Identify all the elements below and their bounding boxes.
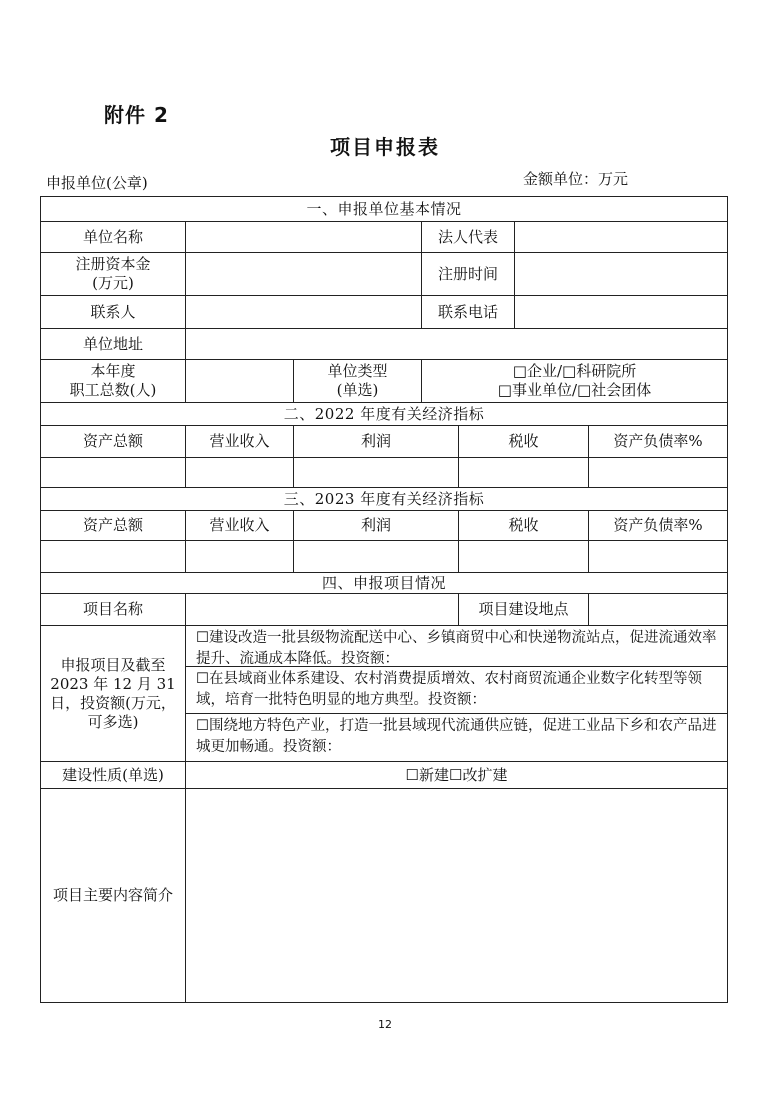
build-location-field[interactable] (588, 593, 728, 626)
unit-name-label: 单位名称 (40, 221, 186, 253)
applicant-seal-label: 申报单位(公章) (46, 174, 148, 192)
staff-count-label-line2: 职工总数(人) (69, 381, 157, 399)
unit-type-options-line1[interactable]: □企业/□科研院所 (512, 362, 637, 380)
total-assets-2023-field[interactable] (40, 540, 186, 573)
debt-ratio-2023-field[interactable] (588, 540, 728, 573)
revenue-2023-field[interactable] (185, 540, 294, 573)
contact-field[interactable] (185, 295, 422, 329)
unit-type-label-line1: 单位类型 (327, 362, 388, 380)
legal-rep-label: 法人代表 (421, 221, 515, 253)
reg-capital-label-line2: (万元) (92, 274, 134, 292)
phone-label: 联系电话 (421, 295, 515, 329)
total-assets-2022-field[interactable] (40, 457, 186, 488)
legal-rep-field[interactable] (514, 221, 728, 253)
col-profit-2022: 利润 (293, 425, 459, 458)
build-location-label: 项目建设地点 (458, 593, 589, 626)
unit-type-options (421, 359, 728, 403)
col-revenue-2023: 营业收入 (185, 510, 294, 541)
col-profit-2023: 利润 (293, 510, 459, 541)
investment-option-county-commerce[interactable]: ☐在县域商业体系建设、农村消费提质增效、农村商贸流通企业数字化转型等领域，培育一批特色明显的地方典型。投资额： (185, 666, 728, 714)
project-content-label: 项目主要内容简介 (40, 788, 186, 1003)
staff-count-label (40, 359, 186, 403)
construction-nature-options[interactable]: ☐新建☐改扩建 (185, 761, 728, 789)
reg-capital-field[interactable] (185, 252, 422, 296)
section3-heading: 三、2023 年度有关经济指标 (40, 487, 728, 511)
reg-time-label: 注册时间 (421, 252, 515, 296)
col-total-assets-2022: 资产总额 (40, 425, 186, 458)
staff-count-label-line1: 本年度 (90, 362, 136, 380)
col-revenue-2022: 营业收入 (185, 425, 294, 458)
page-title: 项目申报表 (330, 135, 440, 159)
tax-2023-field[interactable] (458, 540, 589, 573)
attachment-label: 附件 2 (104, 103, 169, 127)
project-content-field[interactable] (185, 788, 728, 1003)
amount-unit-label: 金额单位：万元 (523, 170, 629, 188)
unit-name-field[interactable] (185, 221, 422, 253)
debt-ratio-2022-field[interactable] (588, 457, 728, 488)
section4-heading: 四、申报项目情况 (40, 572, 728, 594)
profit-2022-field[interactable] (293, 457, 459, 488)
col-tax-2022: 税收 (458, 425, 589, 458)
reg-time-field[interactable] (514, 252, 728, 296)
project-name-label: 项目名称 (40, 593, 186, 626)
phone-field[interactable] (514, 295, 728, 329)
col-tax-2023: 税收 (458, 510, 589, 541)
reg-capital-label-line1: 注册资本金 (75, 255, 151, 273)
page-number: 12 (378, 1018, 392, 1031)
col-total-assets-2023: 资产总额 (40, 510, 186, 541)
address-field[interactable] (185, 328, 728, 360)
col-debt-ratio-2023: 资产负债率% (588, 510, 728, 541)
investment-option-logistics[interactable]: ☐建设改造一批县级物流配送中心、乡镇商贸中心和快递物流站点，促进流通效率提升、流通成本降低。投资额： (185, 625, 728, 667)
unit-type-options-line2[interactable]: □事业单位/□社会团体 (497, 381, 652, 399)
unit-type-label-line2: (单选) (336, 381, 379, 399)
address-label: 单位地址 (40, 328, 186, 360)
unit-type-label (293, 359, 422, 403)
profit-2023-field[interactable] (293, 540, 459, 573)
section2-heading: 二、2022 年度有关经济指标 (40, 402, 728, 426)
col-debt-ratio-2022: 资产负债率% (588, 425, 728, 458)
tax-2022-field[interactable] (458, 457, 589, 488)
revenue-2022-field[interactable] (185, 457, 294, 488)
project-name-field[interactable] (185, 593, 459, 626)
investment-label: 申报项目及截至 2023 年 12 月 31 日，投资额(万元，可多选) (40, 625, 186, 762)
section1-heading: 一、申报单位基本情况 (40, 196, 728, 222)
investment-option-supply-chain[interactable]: ☐围绕地方特色产业，打造一批县域现代流通供应链，促进工业品下乡和农产品进城更加畅通。投资额： (185, 713, 728, 762)
reg-capital-label (40, 252, 186, 296)
staff-count-field[interactable] (185, 359, 294, 403)
construction-nature-label: 建设性质(单选) (40, 761, 186, 789)
contact-label: 联系人 (40, 295, 186, 329)
